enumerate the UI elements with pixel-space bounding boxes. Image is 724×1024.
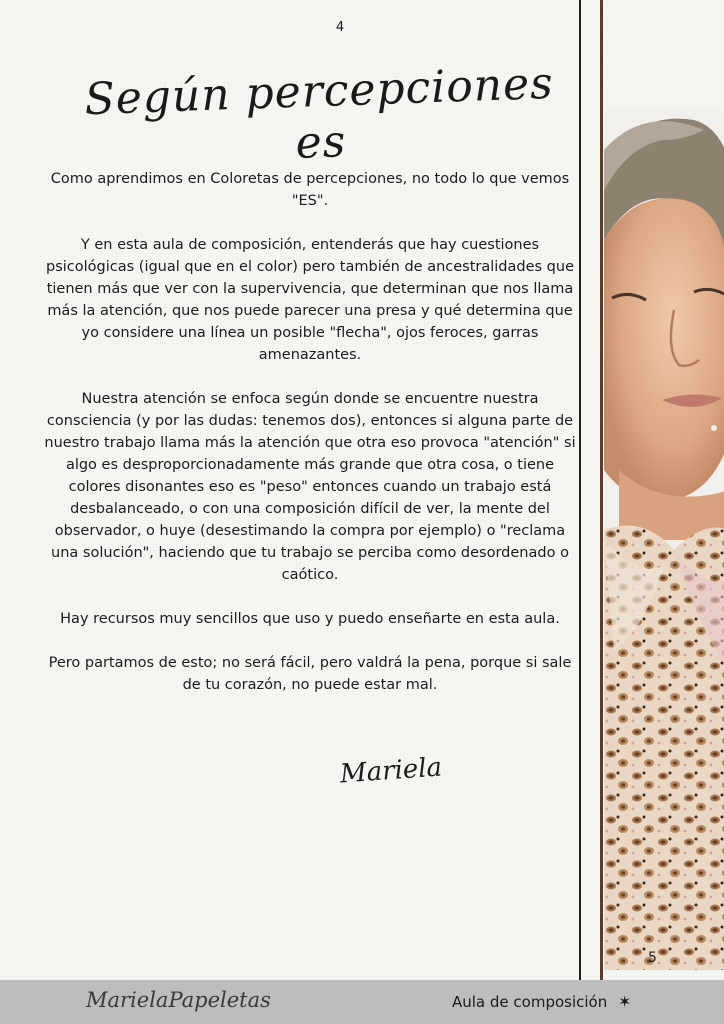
- portrait-photo: [604, 110, 724, 970]
- paragraph: Pero partamos de esto; no será fácil, pero valdrá la pena, porque si sale de tu corazón, no puede estar mal.: [48, 655, 572, 693]
- page-number-right: 5: [648, 950, 657, 966]
- page-title: Según percepciones es: [83, 57, 555, 169]
- star-icon: ✶: [618, 992, 632, 1011]
- paragraph: Nuestra atención se enfoca según donde se encuentre nuestra consciencia (y por las dudas: tenemos dos), entonces si alguna parte de nuestro trabajo llama más la atención que otra eso provoca "atención" si algo es desproporcionadamente más grande que otra cosa, o tiene colores disonantes eso es "peso" entonces cuando un trabajo está desbalanceado, o con una composición difícil de ver, la mente del observador, o huye (desestimando la compra por ejemplo) o "reclama una solución", haciendo que tu trabajo se perciba como desordenado o caótico.: [44, 391, 576, 583]
- paragraph: Hay recursos muy sencillos que uso y puedo enseñarte en esta aula.: [60, 611, 560, 627]
- signature: Mariela: [339, 752, 444, 790]
- page-divider: [579, 0, 581, 980]
- paragraph: Y en esta aula de composición, entenderás que hay cuestiones psicológicas (igual que en el color) pero también de ancestralidades que tienen más que ver con la supervivencia, que determinan que nos llama más la atención, que nos puede parecer una presa y qué determina que yo considere una línea un posible "flecha", ojos feroces, garras amenazantes.: [46, 237, 574, 363]
- footer-bar: [0, 980, 724, 1024]
- portrait-illustration: [604, 110, 724, 970]
- body-text: [40, 168, 580, 718]
- brand-logo: MarielaPapeletas: [86, 988, 271, 1012]
- page-number-left: 4: [335, 20, 345, 35]
- page-spine: [600, 0, 603, 980]
- paragraph: Como aprendimos en Coloretas de percepciones, no todo lo que vemos "ES".: [50, 171, 570, 209]
- course-name: Aula de composición: [452, 993, 608, 1011]
